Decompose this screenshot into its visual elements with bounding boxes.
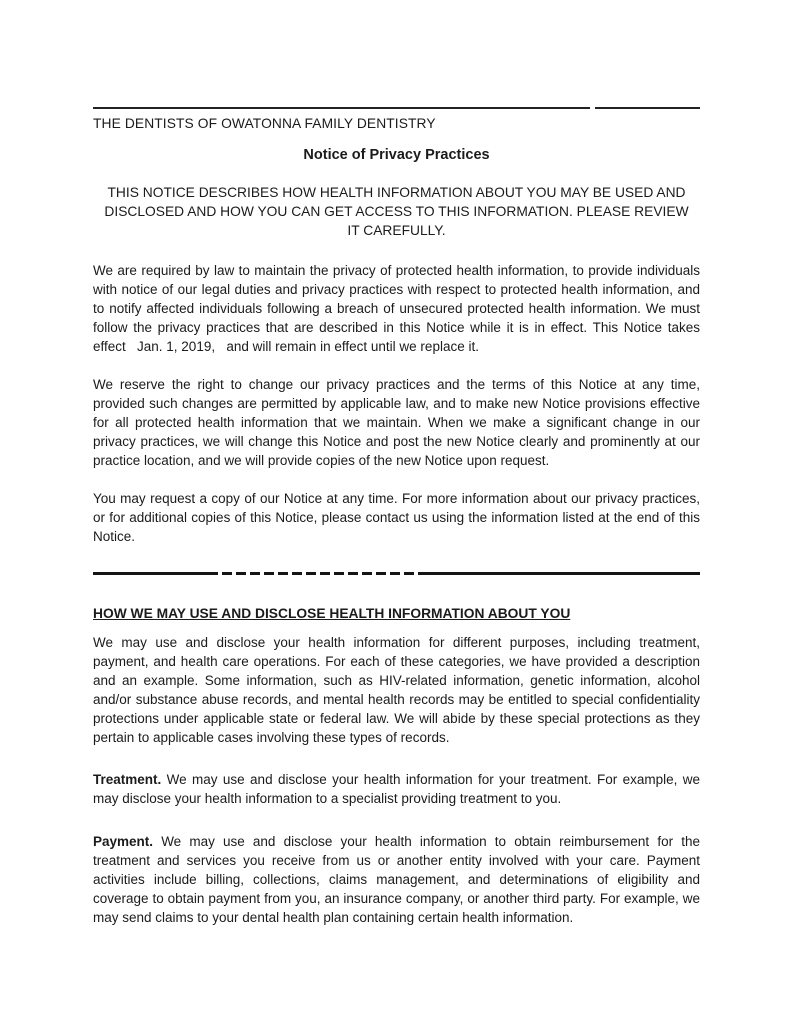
header-rule-segment: [93, 107, 590, 109]
item-payment: [93, 832, 700, 927]
divider-solid-segment: [93, 572, 208, 575]
divider-dashed-segment: [208, 572, 420, 575]
item-payment-label: Payment.: [93, 834, 154, 849]
intro-paragraph-1: We are required by law to maintain the privacy of protected health information, to provide individuals with notice of our legal duties and privacy practices with respect to protected health information, and to notify affected individuals following a breach of unsecured protected health information. We must follow the privacy practices that are described in this Notice while it is in effect. This Notice takes effect Jan. 1, 2019, and will remain in effect until we replace it.: [93, 263, 700, 354]
item-treatment-label: Treatment.: [93, 772, 162, 787]
notice-banner: THIS NOTICE DESCRIBES HOW HEALTH INFORMATION ABOUT YOU MAY BE USED AND DISCLOSED AND HOW YOU CAN GET ACCESS TO THIS INFORMATION. PLEASE REVIEW IT CAREFULLY.: [104, 185, 689, 238]
item-treatment-text: We may use and disclose your health information for your treatment. For example, we may disclose your health information to a specialist providing treatment to you.: [93, 772, 700, 806]
intro-paragraph-2: We reserve the right to change our privacy practices and the terms of this Notice at any time, provided such changes are permitted by applicable law, and to make new Notice provisions effective for all protected health information that we maintain. When we make a significant change in our privacy practices, we will change this Notice and post the new Notice clearly and prominently at our practice location, and we will provide copies of the new Notice upon request.: [93, 377, 700, 468]
section-divider-rule: [93, 572, 700, 575]
practice-name: THE DENTISTS OF OWATONNA FAMILY DENTISTRY: [93, 116, 436, 131]
section-heading-use-disclose: HOW WE MAY USE AND DISCLOSE HEALTH INFORMATION ABOUT YOU: [93, 606, 571, 621]
document-title: Notice of Privacy Practices: [303, 147, 490, 163]
header-rule-segment: [595, 107, 700, 109]
intro-paragraph-3: You may request a copy of our Notice at any time. For more information about our privacy practices, or for additional copies of this Notice, please contact us using the information listed at the end of this Notice.: [93, 491, 700, 544]
section-intro-paragraph: We may use and disclose your health information for different purposes, including treatment, payment, and health care operations. For each of these categories, we have provided a description and an example. Some information, such as HIV-related information, genetic information, alcohol and/or substance abuse records, and mental health records may be entitled to special confidentiality protections under applicable state or federal law. We will abide by these special protections as they pertain to applicable cases involving these types of records.: [93, 635, 700, 745]
item-treatment: [93, 770, 700, 808]
divider-solid-segment: [420, 572, 700, 575]
header-rule: [93, 107, 700, 109]
item-payment-text: We may use and disclose your health information to obtain reimbursement for the treatment and services you receive from us or another entity involved with your care. Payment activities include billing, collections, claims management, and determinations of eligibility and coverage to obtain payment from you, an insurance company, or another third party. For example, we may send claims to your dental health plan containing certain health information.: [93, 834, 700, 925]
